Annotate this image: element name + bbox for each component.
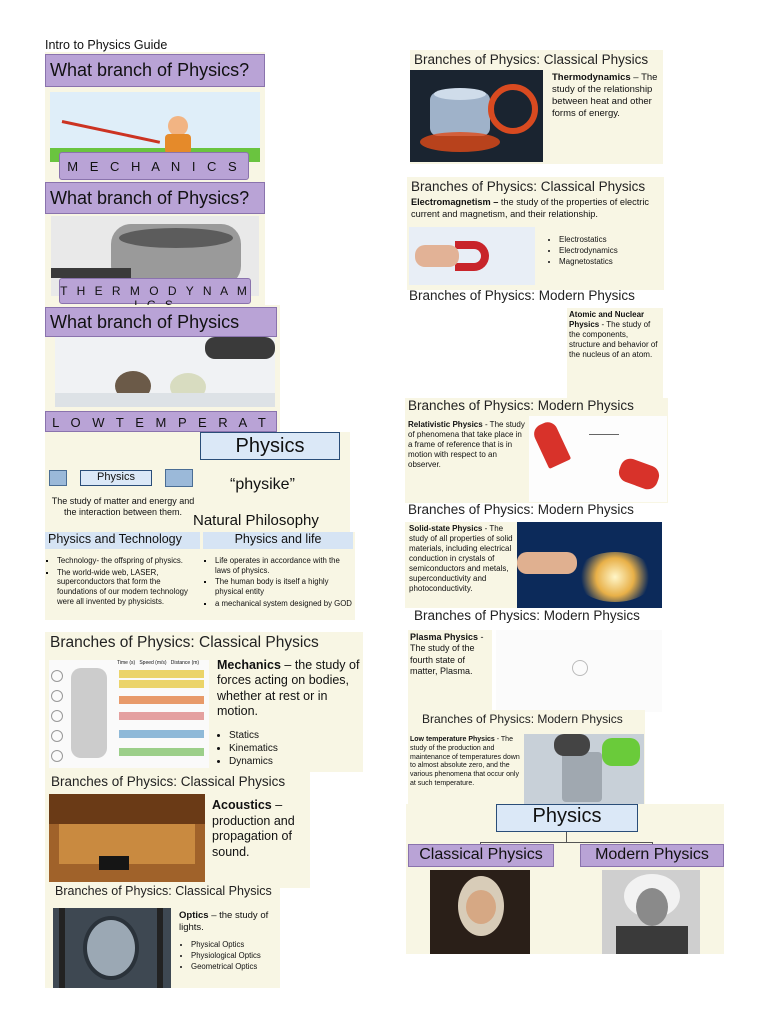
tech-item: ▪ The world-wide web, LASER, superconductors that form the foundations of our modern technology were all invented by physicists.	[57, 568, 197, 607]
atomic-title: Atomic and Nuclear Physics	[569, 310, 645, 329]
fiber-optics-image	[517, 522, 662, 608]
natural-philosophy: Natural Philosophy	[193, 512, 319, 529]
hotplate-image	[410, 70, 543, 162]
tech-heading: Physics and Technology	[45, 532, 200, 549]
slide-header: Branches of Physics: Classical Physics	[50, 634, 319, 651]
plasma-text: - The study of the fourth state of matter, Plasma.	[410, 632, 484, 676]
table-col: Speed (m/s)	[139, 660, 167, 666]
life-item: ▪ a mechanical system designed by GOD	[215, 599, 353, 609]
tree-root: Physics	[496, 804, 638, 832]
slide-header: Branches of Physics: Modern Physics	[408, 398, 634, 413]
slide-electromagnetism	[407, 177, 664, 290]
plasma-image	[496, 630, 662, 712]
tree-connector	[566, 832, 567, 842]
life-item: ▪ Life operates in accordance with the laws of physics.	[215, 556, 353, 575]
optics-item: • Physical Optics	[191, 940, 279, 949]
thermo-title: Thermodynamics	[552, 72, 631, 83]
page-title: Intro to Physics Guide	[45, 38, 168, 52]
mechanics-item: • Kinematics	[229, 743, 357, 754]
relativistic-desc	[408, 420, 526, 470]
mechanics-desc	[217, 658, 363, 719]
atomic-text: - The study of the components, structure and behavior of the nucleus of an atom.	[569, 320, 658, 359]
slide-header: Branches of Physics: Modern Physics	[414, 608, 640, 623]
optics-item: • Geometrical Optics	[191, 962, 279, 971]
mechanics-item: • Dynamics	[229, 756, 357, 767]
slide-header: Branches of Physics: Modern Physics	[408, 502, 634, 517]
em-item: • Magnetostatics	[559, 257, 657, 266]
slide-plasma	[408, 608, 663, 712]
relativistic-text: - The study of phenomena that take place in a frame of reference that is in motion with respect to an observer.	[408, 420, 525, 469]
optics-item: • Physiological Optics	[191, 951, 279, 960]
em-title: Electromagnetism –	[411, 197, 499, 207]
slide-header: Branches of Physics: Modern Physics	[422, 712, 623, 726]
thermo-desc	[552, 72, 664, 120]
slide-optics	[45, 882, 280, 988]
optics-desc	[179, 910, 277, 934]
tech-item: ▪ Technology- the offspring of physics.	[57, 556, 197, 566]
thermo-label: T H E R M O D Y N A M	[59, 278, 251, 304]
lowtemp-desc	[410, 736, 524, 789]
lowtemp-title: Low temperature Physics	[410, 736, 495, 743]
slide-tech-life	[45, 532, 355, 620]
tree-connector	[480, 842, 652, 843]
solid-state-title: Solid-state Physics	[409, 524, 483, 533]
tech-list	[45, 556, 197, 609]
relativistic-title: Relativistic Physics	[408, 420, 483, 429]
slide-mechanics-detail	[45, 632, 363, 772]
optics-list	[179, 940, 279, 973]
life-item: ▪ The human body is itself a highly physical entity	[215, 577, 353, 596]
solid-state-text: - The study of all properties of solid materials, including electrical conduction in crystals of semiconductors and metals, superconductivity and photoconductivity.	[409, 524, 513, 593]
thermo-text: – The study of the relationship between heat and other forms of energy.	[552, 72, 658, 119]
optics-text: – the study of lights.	[179, 910, 269, 933]
tree-classical: Classical Physics	[408, 844, 554, 867]
lowtemp-label: L O W T E M P E R A T	[45, 411, 277, 432]
physike-text: “physike”	[230, 476, 295, 493]
mechanics-text: – the study of forces acting on bodies, whether at rest or in motion.	[217, 658, 360, 718]
plasma-desc	[408, 630, 492, 712]
optics-title: Optics	[179, 910, 209, 921]
lowtemp-text: - The study of the production and maintenance of temperatures down to almost absolute zero, and the various phenomena that occur only at such temperature.	[410, 736, 520, 787]
slide-atomic	[407, 288, 664, 400]
physics-small-box: Physics	[80, 470, 152, 486]
lighthouse-lens-image	[53, 908, 171, 988]
book-icon	[165, 469, 193, 487]
rocket-cartoon-image	[529, 416, 667, 502]
acoustics-title: Acoustics	[212, 798, 272, 812]
life-list	[203, 556, 353, 611]
slide-question: What branch of Physics?	[45, 182, 265, 214]
mechanics-list	[217, 730, 357, 769]
physics-heading: Physics	[200, 432, 340, 460]
slide-header: Branches of Physics: Classical Physics	[51, 774, 286, 789]
acoustics-desc	[212, 798, 308, 861]
em-item: • Electrodynamics	[559, 246, 657, 255]
slide-thermodynamics	[45, 180, 265, 305]
slide-header: Branches of Physics: Modern Physics	[409, 288, 635, 303]
slide-solid-state	[405, 502, 662, 610]
slide-header: Branches of Physics: Classical Physics	[55, 884, 272, 898]
concert-hall-image	[49, 794, 205, 886]
mechanics-title: Mechanics	[217, 658, 281, 672]
em-desc	[411, 197, 663, 220]
slide-low-temperature	[45, 305, 280, 432]
slide-thermodynamics-detail	[410, 50, 663, 164]
em-list	[547, 235, 657, 268]
slide-question: What branch of Physics	[45, 307, 277, 337]
tree-modern: Modern Physics	[580, 844, 724, 867]
mechanics-label: M E C H A N I C S	[59, 152, 249, 180]
plasma-title: Plasma Physics	[410, 632, 479, 642]
cryo-image	[55, 337, 275, 407]
slide-relativistic	[405, 398, 668, 503]
slide-header: Branches of Physics: Classical Physics	[411, 179, 646, 194]
magnet-image	[409, 227, 535, 285]
slide-mechanics	[45, 52, 265, 180]
table-col: Time (s)	[117, 660, 136, 666]
slide-low-temperature-detail	[408, 710, 645, 806]
slide-question: What branch of Physics?	[45, 54, 265, 87]
solid-state-desc	[405, 522, 517, 608]
newton-portrait	[430, 870, 530, 954]
em-item: • Electrostatics	[559, 235, 657, 244]
motion-table-image	[49, 660, 209, 768]
slide-physics-intro	[45, 432, 350, 532]
liquid-nitrogen-image	[524, 734, 644, 806]
atomic-desc	[567, 308, 663, 400]
em-text: the study of the properties of electric current and magnetism, and their relationship.	[411, 197, 649, 219]
slide-acoustics	[45, 772, 310, 888]
study-definition: The study of matter and energy and the interaction between them.	[51, 496, 195, 517]
mechanics-item: • Statics	[229, 730, 357, 741]
life-heading: Physics and life	[203, 532, 353, 549]
slide-physics-tree	[406, 804, 724, 954]
slide-header: Branches of Physics: Classical Physics	[414, 52, 649, 67]
acoustics-text: – production and propagation of sound.	[212, 798, 295, 859]
einstein-portrait	[602, 870, 700, 954]
table-col: Distance (m)	[170, 660, 200, 666]
microscope-icon	[49, 470, 67, 486]
